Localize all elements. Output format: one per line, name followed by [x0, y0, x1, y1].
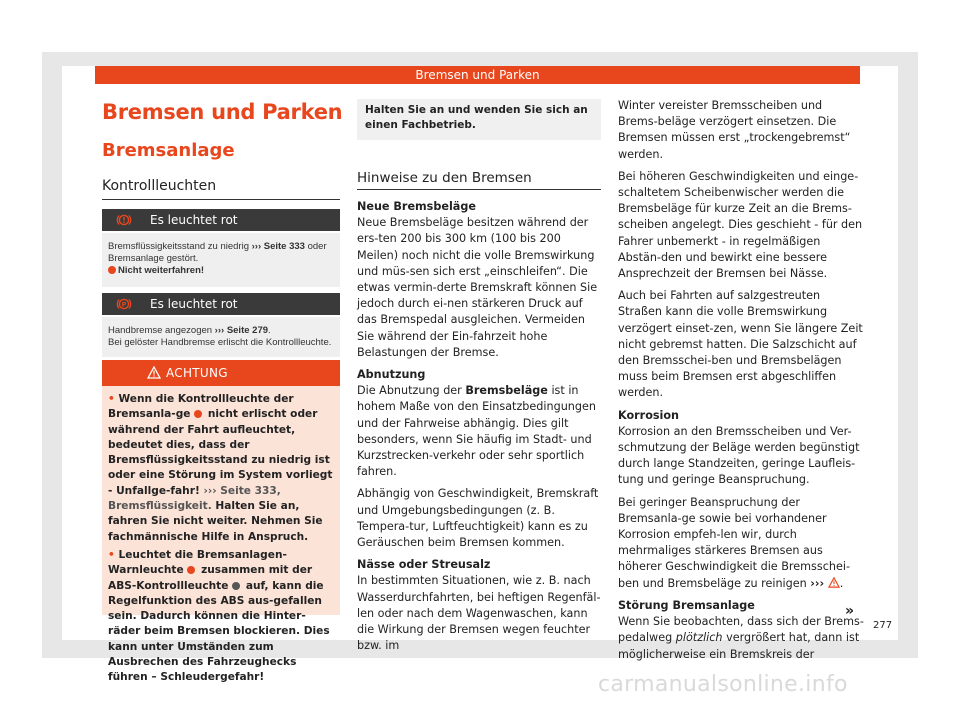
lamp1-description [102, 233, 340, 287]
lamp2-text-line2: Bei gelöster Handbremse erlischt die Kontrollleuchte. [108, 337, 332, 348]
stop-icon [108, 266, 116, 274]
svg-text:P: P [121, 300, 127, 309]
warning-p2-start: Leuchtet die Bremsanlagen-Warnleuchte [108, 548, 287, 577]
wear-text-bold: Bremsbeläge [465, 384, 548, 398]
column-3-text [618, 98, 864, 669]
warning-text [108, 392, 336, 689]
col3-p5-text: Bei geringer Beanspruchung der Bremsanla-ge sowie bei vorhandener Korrosion empfeh-len wir, durch mehrmaliges stärkeres Bremsen aus höherer Geschwindigkeit die Bremsschei-ben und Bremsbeläge zu reinigen [618, 495, 850, 590]
abs-icon [232, 582, 240, 590]
lamp2-header [102, 293, 340, 315]
wet-text: In bestimmten Situationen, wie z. B. nach Wasserdurchfahrten, bei heftigen Regenfäl-len oder nach dem Wagenwaschen, kann die Wirkung der Bremsen wegen feuchter bzw. im [357, 574, 601, 653]
wet-label: Nässe oder Streusalz [357, 558, 491, 572]
continue-arrow-icon[interactable]: » [845, 603, 855, 619]
brake-warning-icon [116, 213, 132, 227]
col3-p6-text-a: Wenn Sie beobachten, dass sich der Brems-pedalweg [618, 615, 864, 645]
lamp1-stop-text: Nicht weiterfahren! [118, 265, 205, 276]
warning-page-ref[interactable]: ››› Seite 333, Bremsflüssigkeit. [108, 484, 281, 513]
col3-p3: Auch bei Fahrten auf salzgestreuten Straßen kann die volle Bremswirkung verzögert einset-zen, wenn Sie längere Zeit nicht gebremst hatten. Die Salzschicht auf den Bremsschei-ben und Bremsbelägen muss beim Bremsen erst abgeschliffen werden. [618, 289, 863, 400]
warning-p1-mid: nicht erlischt oder während der Fahrt aufleuchtet, bedeutet dies, dass der Bremsflüssigkeitsstand zu niedrig ist oder eine Störung im System vorliegt - Unfallge-fahr! [108, 408, 333, 497]
section-title: Bremsanlage [102, 140, 235, 161]
warning-p1-end: Halten Sie an, fahren Sie nicht weiter. Nehmen Sie fachmännische Hilfe in Anspruch. [108, 500, 323, 543]
lamp2-text: Handbremse angezogen [108, 325, 213, 336]
lamp1-page-ref[interactable]: ››› Seite 333 [251, 241, 305, 252]
lamp2-page-ref[interactable]: ››› Seite 279 [212, 325, 269, 336]
lamp1-text-line2: Bremsanlage gestört. [108, 253, 199, 264]
col3-warning-ref[interactable]: ››› [810, 576, 825, 590]
wear-text [357, 383, 605, 480]
brake-warning-inline-icon [194, 410, 202, 418]
lamp1-text: Bremsflüssigkeitsstand zu niedrig [108, 241, 249, 252]
warning-box [102, 360, 340, 684]
col3-p6 [618, 614, 864, 663]
chapter-header: Bremsen und Parken [95, 66, 860, 84]
bullet-icon: • [108, 548, 115, 561]
brake-warning-inline-icon [187, 566, 195, 574]
subsection-title: Kontrollleuchten [102, 178, 217, 194]
col3-p1: Winter vereister Bremsscheiben und Brems-beläge verzögert einsetzen. Die Bremsen müssen erst „trockengebremst“ werden. [618, 99, 851, 161]
new-pads-text: Neue Bremsbeläge besitzen während der ers-ten 200 bis 300 km (100 bis 200 Meilen) noch nicht die volle Bremswirkung und müs-sen sich erst „einschleifen“. Die etwas vermin-derte Bremskraft können Sie jedoch durch ei-nen stärkeren Druck auf das Bremspedal ausgleichen. Vermeiden Sie während der Ein-fahrzeit hohe Belastungen der Bremse. [357, 216, 598, 359]
section-rule [357, 189, 601, 190]
warning-title: ACHTUNG [166, 366, 228, 380]
wear-label: Abnutzung [357, 368, 426, 382]
wear-text-b: ist in hohem Maße von den Einsatzbedingungen und der Fahrweise abhängig. Dies gilt besonders, wenn Sie häufig im Stadt- und Kurzstrecken-verkehr oder sehr sportlich fahren. [357, 384, 596, 479]
lamp1-status: Es leuchtet rot [150, 213, 238, 227]
parking-brake-icon [116, 297, 132, 311]
warning-p2-end: auf, kann die Regelfunktion des ABS aus-gefallen sein. Dadurch können die Hinter-räder beim Bremsen blockieren. Dies kann unter Umständen zum Ausbrechen des Fahrzeughecks führen – Schleudergefahr! [108, 579, 330, 684]
lamp2-status: Es leuchtet rot [150, 297, 238, 311]
warning-p2-mid: zusammen mit der ABS-Kontrollleuchte [108, 564, 313, 592]
new-pads-label: Neue Bremsbeläge [357, 200, 476, 213]
lamp2-description [102, 317, 340, 357]
col3-p6-emphasis: plötzlich [675, 631, 723, 645]
col3-p2: Bei höheren Geschwindigkeiten und einge-schaltetem Scheibenwischer werden die Bremsbeläge für kurze Zeit an die Brems-scheiben angelegt. Dies geschieht - für den Fahrer unbemerkt - in regelmäßigen Abstän-den und bewirkt eine bessere Ansprechzeit der Bremsen bei Nässe. [618, 169, 863, 281]
col3-p4: Korrosion an den Bremsscheiben und Ver-schmutzung der Beläge werden begünstigt durch lange Standzeiten, geringe Laufleis-tung und geringe Beanspruchung. [618, 424, 860, 487]
col3-p6-text-b: vergrößert hat, dann ist möglicherweise ein Bremskreis der [618, 631, 860, 661]
subsection-rule [102, 199, 340, 200]
lamp2-text-end: . [268, 325, 271, 336]
fault-label: Störung Bremsanlage [618, 598, 755, 612]
warning-triangle-icon [147, 366, 161, 379]
warning-header [102, 360, 340, 386]
lamp1-header [102, 209, 340, 231]
brakes-notes-title: Hinweise zu den Bremsen [357, 170, 532, 186]
bullet-icon: • [108, 393, 115, 405]
wear-text-a: Die Abnutzung der [357, 384, 462, 398]
page-number: 277 [873, 620, 893, 631]
column-2-text [357, 199, 605, 660]
lamp1-text-end: oder [304, 241, 327, 252]
chapter-title: Bremsen und Parken [102, 100, 343, 124]
warning-triangle-icon [828, 577, 840, 588]
col3-p5: Bei geringer Beanspruchung der Bremsanla-ge sowie bei vorhandener Korrosion empfeh-len wir, durch mehrmaliges stärkeres Bremsen aus höherer Geschwindigkeit die Bremsschei-ben und Bremsbeläge zu reinigen ››› . [618, 495, 850, 590]
watermark: carmanualsonline.info [598, 672, 848, 697]
hint-box: Halten Sie an und wenden Sie sich an einen Fachbetrieb. [357, 99, 601, 140]
wear-text-2: Abhängig von Geschwindigkeit, Bremskraft und Umgebungsbedingungen (z. B. Tempera-tur, Luftfeuchtigkeit) kann es zu Geräuschen beim Bremsen kommen. [357, 487, 599, 550]
warning-p1-start: Wenn die Kontrollleuchte der Bremsanla-ge [108, 393, 294, 421]
corrosion-label: Korrosion [618, 408, 680, 422]
